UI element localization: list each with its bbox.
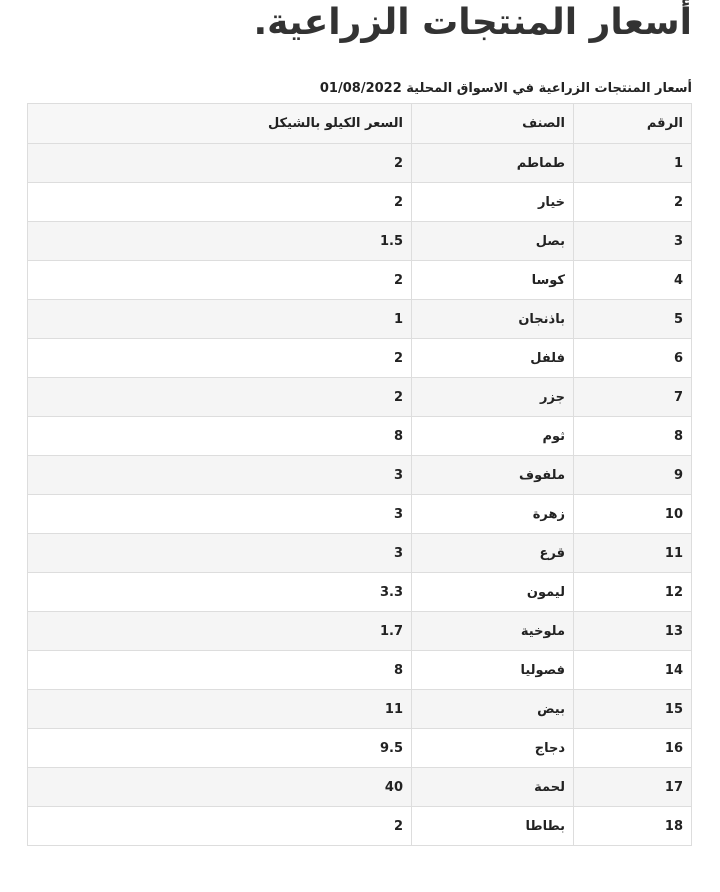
row-price: 3 <box>28 456 412 495</box>
row-item: ملفوف <box>412 456 574 495</box>
table-row <box>28 300 692 339</box>
row-price: 1.5 <box>28 222 412 261</box>
row-price: 8 <box>28 651 412 690</box>
row-number: 7 <box>574 378 692 417</box>
row-item: ثوم <box>412 417 574 456</box>
row-item: كوسا <box>412 261 574 300</box>
table-row <box>28 261 692 300</box>
row-price: 2 <box>28 183 412 222</box>
table-row <box>28 417 692 456</box>
row-number: 10 <box>574 495 692 534</box>
table-row <box>28 534 692 573</box>
row-item: بيض <box>412 690 574 729</box>
row-number: 4 <box>574 261 692 300</box>
row-item: لحمة <box>412 768 574 807</box>
table-row <box>28 183 692 222</box>
row-item: خيار <box>412 183 574 222</box>
row-number: 16 <box>574 729 692 768</box>
row-number: 2 <box>574 183 692 222</box>
row-price: 1 <box>28 300 412 339</box>
table-row <box>28 339 692 378</box>
row-number: 13 <box>574 612 692 651</box>
table-row <box>28 222 692 261</box>
row-number: 1 <box>574 144 692 183</box>
row-number: 17 <box>574 768 692 807</box>
prices-table <box>27 103 692 846</box>
row-number: 3 <box>574 222 692 261</box>
row-price: 2 <box>28 807 412 846</box>
row-price: 2 <box>28 339 412 378</box>
row-number: 6 <box>574 339 692 378</box>
table-row <box>28 807 692 846</box>
table-row <box>28 144 692 183</box>
row-item: دجاج <box>412 729 574 768</box>
row-item: قرع <box>412 534 574 573</box>
header-price: السعر الكيلو بالشيكل <box>28 104 412 144</box>
row-price: 11 <box>28 690 412 729</box>
page-title: أسعار المنتجات الزراعية. <box>253 2 692 43</box>
row-item: بطاطا <box>412 807 574 846</box>
row-item: ملوخية <box>412 612 574 651</box>
table-row <box>28 612 692 651</box>
row-number: 11 <box>574 534 692 573</box>
table-row <box>28 573 692 612</box>
table-row <box>28 690 692 729</box>
row-price: 2 <box>28 261 412 300</box>
table-row <box>28 651 692 690</box>
row-item: باذنجان <box>412 300 574 339</box>
row-price: 3 <box>28 495 412 534</box>
table-row <box>28 729 692 768</box>
row-number: 18 <box>574 807 692 846</box>
row-price: 2 <box>28 144 412 183</box>
row-item: فلفل <box>412 339 574 378</box>
row-number: 8 <box>574 417 692 456</box>
table-body <box>28 144 692 846</box>
row-price: 2 <box>28 378 412 417</box>
row-number: 9 <box>574 456 692 495</box>
row-item: فصوليا <box>412 651 574 690</box>
table-row <box>28 378 692 417</box>
table-row <box>28 456 692 495</box>
table-row <box>28 495 692 534</box>
row-number: 5 <box>574 300 692 339</box>
row-item: طماطم <box>412 144 574 183</box>
row-number: 14 <box>574 651 692 690</box>
row-item: جزر <box>412 378 574 417</box>
row-number: 15 <box>574 690 692 729</box>
row-price: 40 <box>28 768 412 807</box>
header-row <box>28 104 692 144</box>
table-row <box>28 768 692 807</box>
row-price: 3 <box>28 534 412 573</box>
table-caption: أسعار المنتجات الزراعية في الاسواق المحلية 01/08/2022 <box>319 81 692 96</box>
header-item: الصنف <box>412 104 574 144</box>
row-item: بصل <box>412 222 574 261</box>
table-header <box>28 104 692 144</box>
row-price: 1.7 <box>28 612 412 651</box>
row-price: 8 <box>28 417 412 456</box>
row-item: ليمون <box>412 573 574 612</box>
header-number: الرقم <box>574 104 692 144</box>
row-item: زهرة <box>412 495 574 534</box>
row-number: 12 <box>574 573 692 612</box>
row-price: 3.3 <box>28 573 412 612</box>
row-price: 9.5 <box>28 729 412 768</box>
